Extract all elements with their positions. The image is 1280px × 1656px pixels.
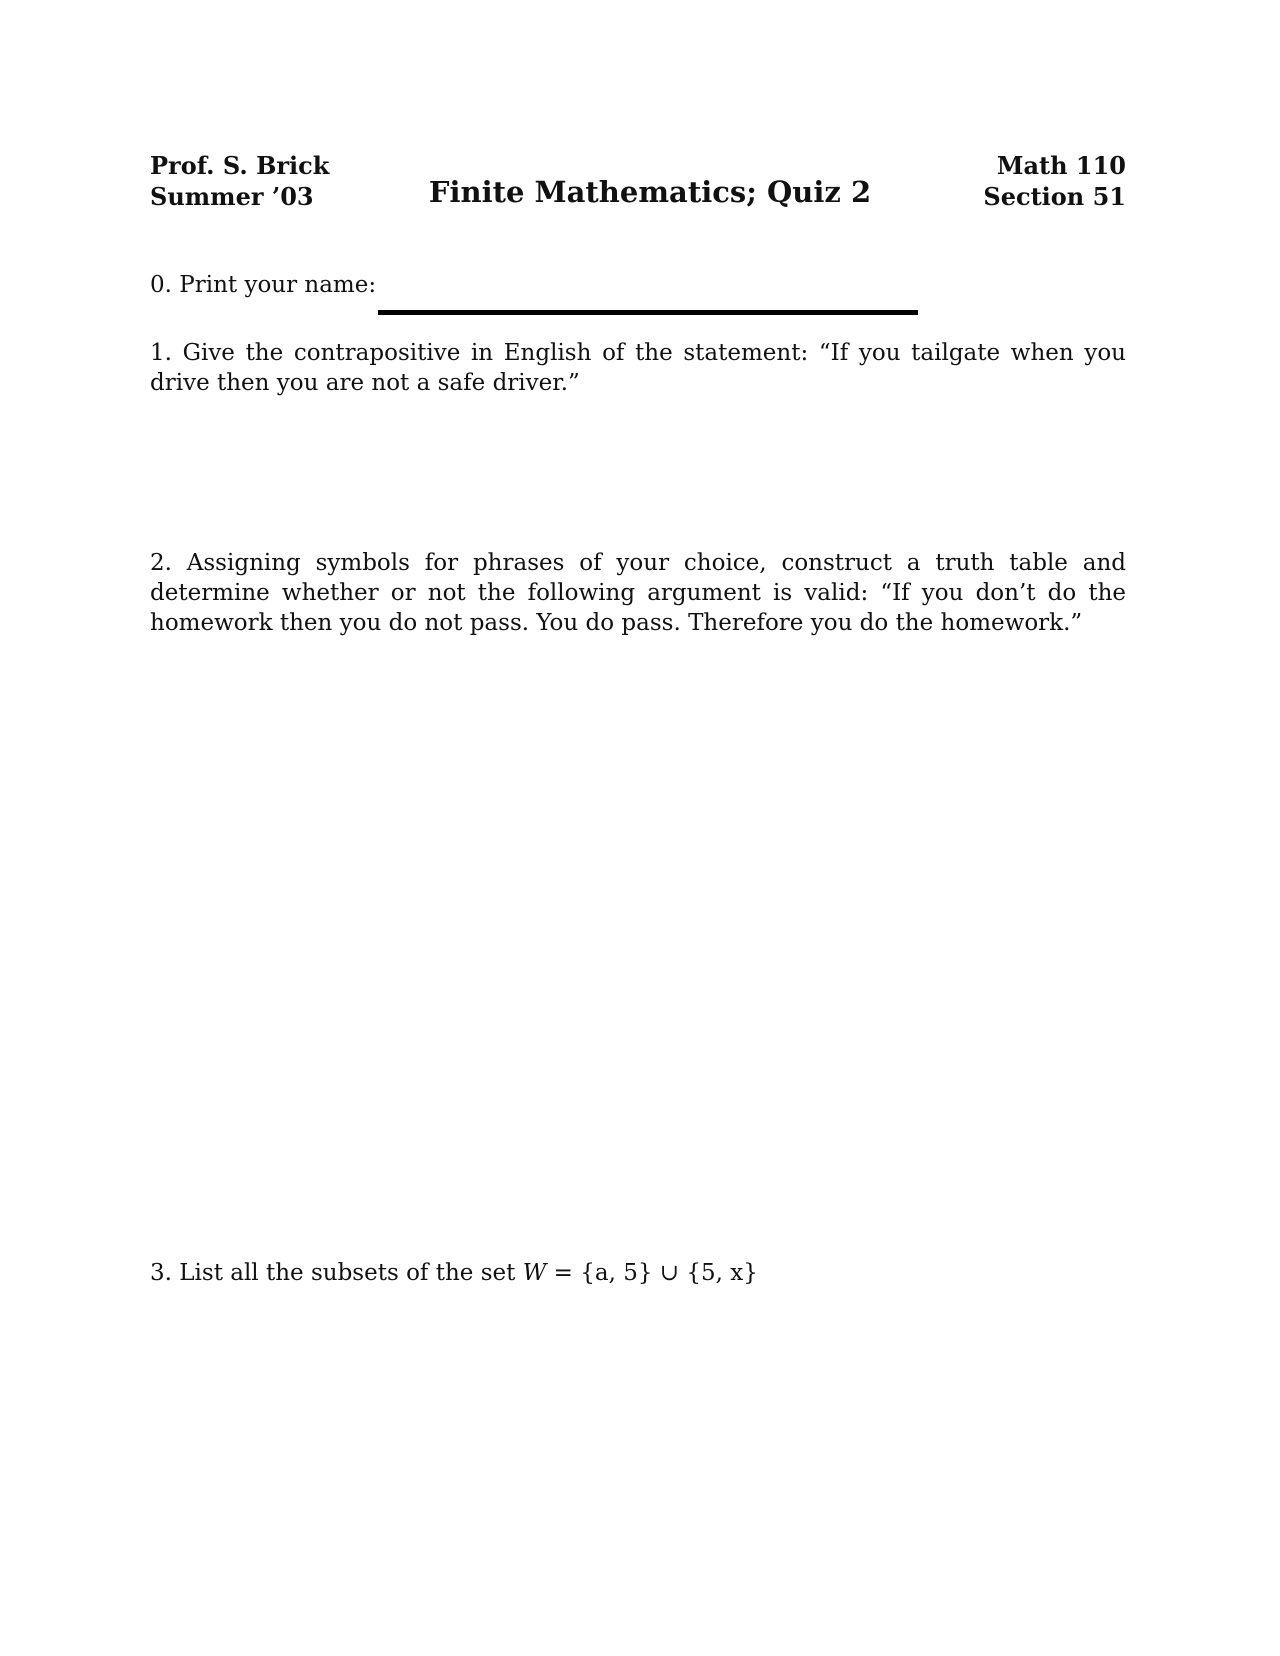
course-number: Math 110	[996, 151, 1126, 180]
section-number: Section 51	[983, 182, 1126, 211]
question-0-prompt: 0. Print your name:	[150, 272, 377, 298]
professor-name: Prof. S. Brick	[150, 151, 330, 180]
question-1: 1. Give the contrapositive in English of the statement: “If you tailgate when you drive then you are not a safe driver.”	[150, 340, 1126, 396]
header-left	[150, 150, 329, 212]
question-2: 2. Assigning symbols for phrases of your choice, construct a truth table and determine whether or not the following argument is valid: “If you don’t do the homework then you do not pass. You do pass. Therefore you do the homework.”	[150, 550, 1126, 636]
question-3	[150, 1258, 1126, 1288]
page-title: Finite Mathematics; Quiz 2	[428, 175, 872, 209]
set-variable: W	[522, 1260, 547, 1286]
header-right	[983, 150, 1126, 212]
name-answer-line[interactable]	[378, 310, 918, 315]
question-3-text: 3. List all the subsets of the set	[150, 1260, 523, 1286]
term: Summer ’03	[150, 182, 314, 211]
set-expression: = {a, 5} ∪ {5, x}	[546, 1260, 758, 1286]
